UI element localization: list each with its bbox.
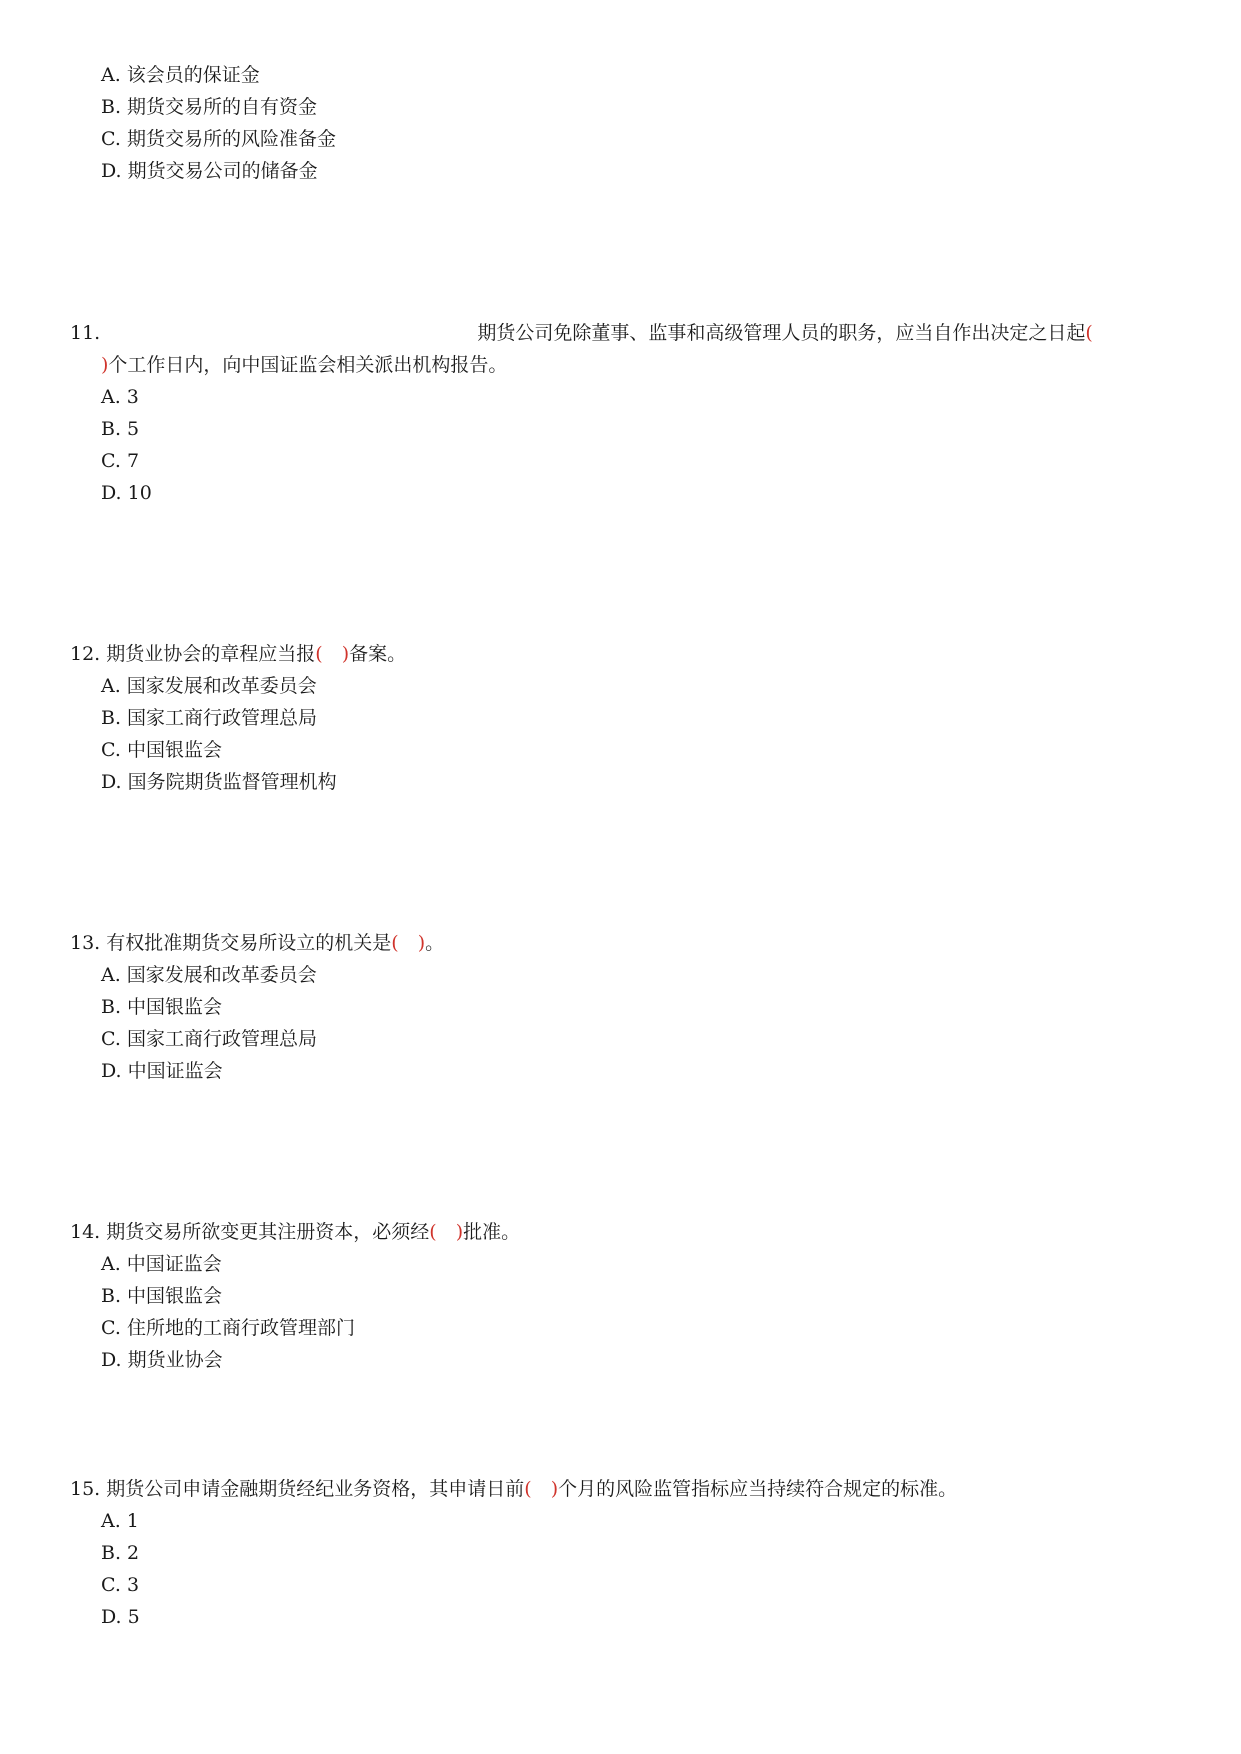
question-text: 期货公司免除董事、监事和高级管理人员的职务，应当自作出决定之日起	[477, 322, 1086, 344]
option-a: A. 国家发展和改革委员会	[101, 675, 317, 697]
option-c: C. 住所地的工商行政管理部门	[101, 1317, 355, 1339]
option-b: B. 5	[101, 418, 140, 440]
answer-paren: ( )	[391, 932, 426, 954]
question-number: 14.	[70, 1221, 101, 1243]
question-number: 13.	[70, 932, 101, 954]
question-13	[70, 930, 444, 956]
question-11	[70, 320, 1093, 346]
answer-paren: ( )	[429, 1221, 464, 1243]
option-a: A. 该会员的保证金	[101, 64, 260, 86]
question-text: 期货业协会的章程应当报	[106, 643, 316, 665]
option-b: B. 中国银监会	[101, 1285, 223, 1307]
option-a: A. 1	[101, 1510, 139, 1532]
option-b: B. 中国银监会	[101, 996, 223, 1018]
question-number: 15.	[70, 1478, 101, 1500]
question-text: 期货交易所欲变更其注册资本，必须经	[106, 1221, 430, 1243]
option-c: C. 中国银监会	[101, 739, 222, 761]
option-d: D. 国务院期货监督管理机构	[101, 771, 337, 793]
option-d: D. 5	[101, 1606, 140, 1628]
question-15	[70, 1476, 957, 1502]
option-a: A. 3	[101, 386, 139, 408]
question-number: 12.	[70, 643, 101, 665]
option-d: D. 10	[101, 482, 152, 504]
question-number: 11.	[70, 322, 101, 344]
question-12	[70, 641, 406, 667]
option-b: B. 2	[101, 1542, 140, 1564]
question-text-end: 个月的风险监管指标应当持续符合规定的标准。	[558, 1478, 958, 1500]
option-c: C. 3	[101, 1574, 140, 1596]
option-d: D. 期货交易公司的储备金	[101, 160, 318, 182]
question-text-end: 备案。	[349, 643, 407, 665]
option-b: B. 国家工商行政管理总局	[101, 707, 318, 729]
answer-paren-close: )	[101, 354, 109, 376]
option-d: D. 期货业协会	[101, 1349, 223, 1371]
answer-paren: ( )	[315, 643, 350, 665]
question-text-end: 批准。	[463, 1221, 521, 1243]
answer-paren-open: (	[1085, 322, 1093, 344]
question-text-end: 。	[425, 932, 445, 954]
option-c: C. 期货交易所的风险准备金	[101, 128, 336, 150]
option-c: C. 国家工商行政管理总局	[101, 1028, 317, 1050]
option-a: A. 中国证监会	[101, 1253, 222, 1275]
question-text: 期货公司申请金融期货经纪业务资格，其申请日前	[106, 1478, 525, 1500]
question-11-cont	[101, 352, 507, 378]
option-c: C. 7	[101, 450, 140, 472]
question-text: 有权批准期货交易所设立的机关是	[106, 932, 392, 954]
question-14	[70, 1219, 520, 1245]
option-b: B. 期货交易所的自有资金	[101, 96, 318, 118]
answer-paren: ( )	[524, 1478, 559, 1500]
option-d: D. 中国证监会	[101, 1060, 223, 1082]
option-a: A. 国家发展和改革委员会	[101, 964, 317, 986]
question-text-cont: 个工作日内，向中国证监会相关派出机构报告。	[108, 354, 508, 376]
